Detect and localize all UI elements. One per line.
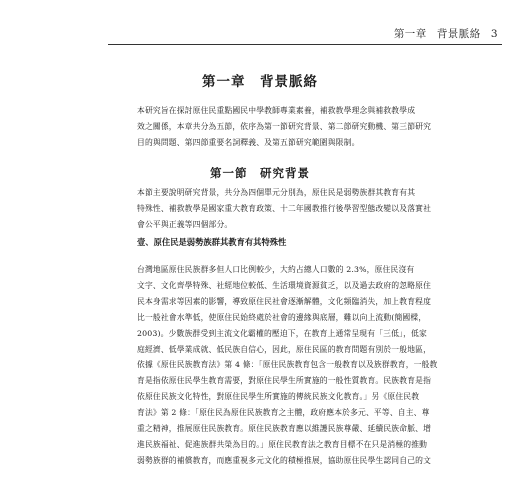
paragraph-line: 2003)。少數族群受到主流文化霸權的壓迫下，在教育上通常呈現有「三低」，低家 — [137, 328, 427, 338]
paragraph-line: 重之精神，推展原住民族教育。原住民族教育應以維護民族尊嚴、延續民族命脈、增 — [137, 424, 432, 434]
paragraph-line: 比一般社會水準低，使原住民始終處於社會的邊緣與底層，難以向上流動(簡國樑， — [137, 312, 427, 322]
paragraph-line: 民本身需求等因素的影響，導致原住民社會逐漸解體，文化頻臨消失，加上教育程度 — [137, 296, 432, 306]
header-chapter: 第一章 — [393, 28, 427, 40]
paragraph-line: 文字、文化齊學特殊、社經地位較低、生活環境資源貧乏，以及過去政府的忽略原住 — [137, 280, 432, 290]
paragraph-line: 本節主要說明研究背景，共分為四個單元分別為，原住民是弱勢族群其教育有其 — [137, 188, 416, 197]
paragraph-line: 會公平與正義等四個部分。 — [137, 219, 233, 229]
body-paragraph — [137, 262, 438, 469]
paragraph-line: 特殊性、補救教學是國家重大教育政策、十二年國教推行後學習型態改變以及落實社 — [137, 203, 432, 213]
paragraph-line: 育是指依原住民學生教育需要，對原住民學生所實施的一般性質教育。民族教育是指 — [137, 376, 432, 386]
chapter-title: 第一章 背景脈絡 — [202, 74, 318, 90]
paragraph-line: 依據《原住民族教育法》第 4 條：「原住民族教育包含一般教育以及族群教育，一般教 — [137, 360, 438, 370]
section-title: 第一節 研究背景 — [210, 166, 310, 180]
paragraph-line: 台灣地區原住民族群多但人口比例較少，大約占總人口數的 2.3%，原住民沒有 — [137, 265, 415, 274]
running-header — [384, 26, 498, 41]
paragraph-line: 育法》第 2 條：「原住民為原住民族教育之主體，政府應本於多元、平等、自主、尊 — [137, 408, 430, 418]
paragraph-line: 目的與問題、第四節重要名詞釋義、及第五節研究範圍與限制。 — [137, 137, 360, 147]
paragraph-line: 效之關係，本章共分為五節，依序為第一節研究背景、第二節研究動機、第三節研究 — [137, 121, 432, 131]
intro-paragraph — [137, 103, 432, 151]
paragraph-line: 本研究旨在探討原住民重點國民中學教師專業素養，補救教學理念與補救教學成 — [137, 106, 416, 115]
header-rule — [108, 44, 502, 45]
paragraph-line: 弱勢族群的補償教育，而應重視多元文化的積極推展，協助原住民學生認同自己的文 — [137, 455, 432, 465]
header-title: 背景脈絡 — [436, 28, 481, 40]
paragraph-line: 進民族福祉、促進族群共榮為目的。」原住民教育法之教育目標不在只是消極的推動 — [137, 439, 428, 449]
page-number: 3 — [490, 28, 498, 40]
paragraph-line: 依原住民族文化特性，對原住民學生所實施的傳統民族文化教育。」另《原住民教 — [137, 392, 420, 402]
subheading: 壹、原住民是弱勢族群其教育有其特殊性 — [137, 237, 287, 247]
background-paragraph — [137, 185, 432, 233]
paragraph-line: 庭經濟、低學業成就、低民族自信心，因此，原住民區的教育問題有別於一般地區， — [137, 344, 432, 354]
